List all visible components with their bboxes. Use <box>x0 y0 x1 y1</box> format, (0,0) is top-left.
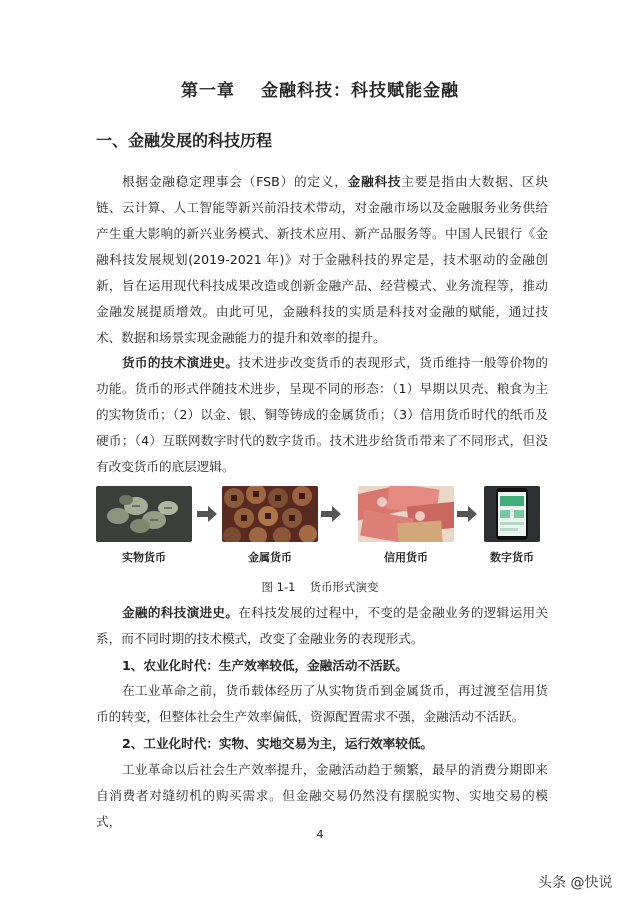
paragraph-text: 主要是指由大数据、区块链、云计算、人工智能等新兴前沿技术带动，对金融市场以及金融服务业务供给产生重大影响的新兴业务模式、新技术应用、新产品服务等。中国人民银行《金融科技发展规划(2019-2021 年)》对于金融科技的界定是，技术驱动的金融创新，旨在运用现代科技成果改造或创新金融产品、经营模式、业务流程等，推动金融发展提质增效。由此可见，金融科技的实质是科技对金融的赋能，通过技术、数据和场景实现金融能力的提升和效率的提升。 <box>96 174 549 345</box>
subheading-industrial-era: 2、工业化时代：实物、实地交易为主，运行效率较低。 <box>122 736 434 751</box>
figure-caption <box>0 579 640 595</box>
metal-money-image <box>222 486 318 542</box>
figure-label-commodity: 实物货币 <box>122 551 166 564</box>
figure-label-metal: 金属货币 <box>248 551 292 564</box>
arrow-right-icon <box>456 505 478 523</box>
paragraph-text: 在科技发展的过程中，不变的是金融业务的逻辑运用关系，而不同时期的技术模式，改变了金融业务的表现形式。 <box>96 605 549 646</box>
source-watermark: 头条 @快说 <box>538 875 613 891</box>
figure-number: 图 1-1 <box>261 580 296 594</box>
arrow-right-icon <box>320 505 342 523</box>
chapter-title <box>0 76 640 101</box>
paragraph-industrial-era: 工业革命以后社会生产效率提升，金融活动趋于频繁，最早的消费分期即来自消费者对缝纫机的购买需求。但金融交易仍然没有摆脱实物、实地交易的模式， <box>96 762 548 829</box>
paragraph-fintech-definition <box>96 169 548 351</box>
page-number: 4 <box>316 828 324 841</box>
digital-money-image <box>484 486 540 542</box>
paragraph-currency-evolution <box>96 350 548 480</box>
paragraph-agricultural-era: 在工业革命之前，货币载体经历了从实物货币到金属货币，再过渡至信用货币的转变，但整体社会生产效率偏低，资源配置需求不强，金融活动不活跃。 <box>96 683 548 724</box>
figure-caption-text: 货币形式演变 <box>309 580 379 594</box>
figure-label-credit: 信用货币 <box>384 551 428 564</box>
subheading-agricultural-era: 1、农业化时代：生产效率较低，金融活动不活跃。 <box>122 658 408 673</box>
commodity-money-image <box>96 486 192 542</box>
section-title: 一、金融发展的科技历程 <box>96 131 273 150</box>
chapter-name: 金融科技：科技赋能金融 <box>261 81 459 101</box>
arrow-right-icon <box>196 505 218 523</box>
paragraph-text: 根据金融稳定理事会（FSB）的定义， <box>122 174 348 189</box>
figure-label-digital: 数字货币 <box>490 551 534 564</box>
bold-lead: 货币的技术演进史。 <box>122 355 239 370</box>
paragraph-text: 技术进步改变货币的表现形式，货币维持一般等价物的功能。货币的形式伴随技术进步，呈现不同的形态：（1）早期以贝壳、粮食为主的实物货币；（2）以金、银、铜等铸成的金属货币；（3）信用货币时代的纸币及硬币；（4）互联网数字时代的数字货币。技术进步给货币带来了不同形式，但没有改变货币的底层逻辑。 <box>96 355 549 474</box>
bold-lead: 金融的科技演进史。 <box>122 605 239 620</box>
paragraph-finance-tech-evolution <box>96 600 548 652</box>
credit-money-image <box>358 486 454 542</box>
currency-evolution-figure <box>96 486 548 566</box>
bold-term: 金融科技 <box>347 174 402 189</box>
chapter-number: 第一章 <box>181 81 235 101</box>
